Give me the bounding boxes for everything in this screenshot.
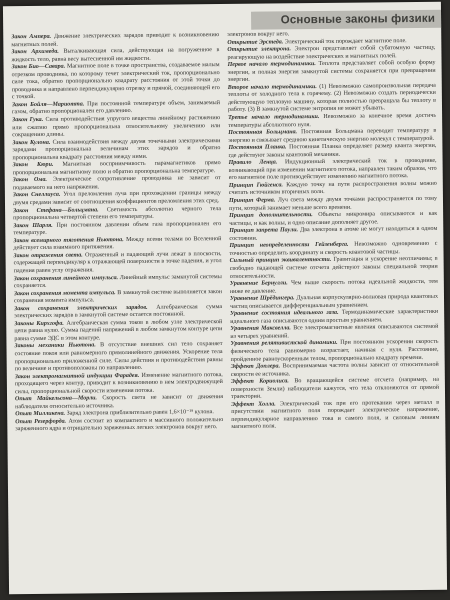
law-term: Закон Стефана—Больцмана. xyxy=(13,206,99,214)
law-text: Термодинамические характеристики идеального газа описываются одним простым уравнением. xyxy=(230,309,439,325)
law-text: Электрон представляет собой субатомную частицу, реагирующую на воздействие электрических и магнитных полей. xyxy=(227,44,436,61)
law-term: Сильный принцип эквивалентности. xyxy=(229,257,332,265)
law-term: Закон электромагнитной индукции Фарадея. xyxy=(14,372,140,380)
law-text: Электрическое сопротивление проводника не зависит от подаваемого на него напряжения. xyxy=(12,175,221,192)
law-text: Отраженный и падающий лучи лежат в плоскости, содержащей перпендикуляр к отражающей поверхности в точке падения, и угол падения равен углу отражения. xyxy=(13,250,222,275)
law-entry xyxy=(228,60,436,85)
law-entry xyxy=(12,62,220,102)
law-term: Третье начало термодинамики. xyxy=(228,114,320,121)
text-columns xyxy=(11,30,441,590)
law-entry xyxy=(15,417,223,434)
law-text: Невозможно одновременно с точностью определить координату и скорость квантовой частицы. xyxy=(229,241,438,257)
law-text: В замкнутой системе выполняется закон сохранения момента импульса. xyxy=(13,288,222,305)
law-term: Закон сохранения момента импульса. xyxy=(13,289,116,297)
law-text: Магнитное поле в точке пространства, создаваемое малым отрезком проводника, по которому течет электрический ток, пропорционально силе тока, обратно пропорционально квадрату расстояния от этой точки до проводника и направлено перпендикулярно отрезку и прямой, соединяющей его с точкой. xyxy=(11,62,220,101)
law-term: Закон всемирного тяготения Ньютона. xyxy=(13,236,124,244)
law-entry xyxy=(14,319,222,344)
law-term: Эффект Холла. xyxy=(231,401,276,408)
law-term: Правило Ленца. xyxy=(228,159,278,167)
law-entry xyxy=(15,372,223,397)
law-entry xyxy=(12,138,220,163)
section-title: Основные законы физики xyxy=(280,12,436,27)
law-text: Невозможно за конечное время достичь температуры абсолютного нуля. xyxy=(228,112,437,129)
law-entry xyxy=(230,256,438,281)
law-term: Опыт Майкельсона—Морли. xyxy=(15,395,98,403)
law-text: При постоянном ускорении скорость физического тела равномерно возрастает, начиная с нуля. Расстояние, пройденное равноускоренным телом, пропорционально квадрату времени. xyxy=(230,339,439,363)
law-term: Опыт Резерфорда. xyxy=(15,418,67,426)
law-term: Постоянная Больцмана. xyxy=(228,129,298,137)
left-column xyxy=(11,32,225,590)
law-term: Закон Архимеда. xyxy=(11,48,59,56)
law-text: Сила взаимодействия между двумя точечными электрическими зарядами пропорциональна величинам этих зарядов и обратно пропорциональна квадрату расстояния между ними. xyxy=(12,137,221,161)
law-text: Между всеми телами во Вселенной действует сила взаимного притяжения. xyxy=(13,235,222,252)
law-term: Принцип дополнительности. xyxy=(229,212,313,220)
law-term: Принцип запрета Паули. xyxy=(229,227,299,235)
law-entry xyxy=(12,115,220,140)
law-text: Светимость абсолютно черного тела пропорциональна четвертой степени его температуры. xyxy=(13,205,222,222)
law-text: Выталкивающая сила, действующая на погруженное в жидкость тело, равна весу вытесненной им жидкости. xyxy=(11,47,220,63)
law-entry xyxy=(228,83,436,115)
law-text: Дуальная корпускулярно-волновая природа квантовых частиц описывается дифференциальным уравнением. xyxy=(230,293,439,310)
law-text: Атом состоит из компактного и массивного положительно заряженного ядра и отрицательно заряженных легких электронов вокруг него. xyxy=(15,416,224,433)
law-term: Закон Гука. xyxy=(12,116,44,124)
law-text: Теплота представляет собой особую форму энергии, и полная энергия замкнутой системы сохраняется при превращении энергии. xyxy=(227,59,436,84)
law-term: Уравнение состояния идеального газа. xyxy=(230,310,339,318)
law-term: Закон Био—Савара. xyxy=(11,63,66,71)
law-text: Алгебраическая сумма токов в любом узле электрической цепи равна нулю. Сумма падений напряжений в любом замкнутом контуре цепи равна сумме ЭДС в этом контуре. xyxy=(14,318,223,343)
law-term: Опыт Милликена. xyxy=(15,411,66,418)
law-entry xyxy=(231,377,439,402)
law-term: Закон сохранения электрических зарядов. xyxy=(14,304,148,312)
law-text: Алгебраическая сумма электрических зарядов в замкнутой системе остается постоянной. xyxy=(14,303,223,320)
law-text: Два электрона в атоме не могут находиться в одном состоянии. xyxy=(229,225,438,242)
law-term: Закон Кюри. xyxy=(12,162,54,169)
law-text: Заряд электрона приблизительно равен 1,6×10⁻¹⁹ кулона. xyxy=(66,409,214,418)
law-entry xyxy=(231,400,439,432)
law-text: Луч света между двумя точками распространяется по тому пути, который занимает меньше всего времени. xyxy=(229,195,438,212)
law-text: В отсутствие внешних сил тело сохраняет состояние покоя или равномерного прямолинейного движения. Ускорение тела пропорционально приложенной силе. Силы действия и противодействия равны по величине и противоположны по направлению. xyxy=(14,341,223,373)
law-text: Гравитация и ускорение неотличимы; в свободно падающей системе отсчета действуют законы специальной теории относительности. xyxy=(229,256,438,280)
law-text: Магнитная восприимчивость парамагнетиков прямо пропорциональна магнитному полю и обратно пропорциональна температуре. xyxy=(12,160,221,177)
law-term: Закон Ома. xyxy=(12,177,48,184)
law-term: Закон Кулона. xyxy=(12,139,51,146)
law-term: Закон Снеллиуса. xyxy=(12,192,61,199)
law-term: Постоянная Планка. xyxy=(228,144,287,152)
law-text: Во вращающейся системе отсчета (например, на поверхности Земли) наблюдатели кажутся, что тела отклоняются от прямой траектории. xyxy=(230,376,439,401)
law-term: Закон отражения света. xyxy=(13,252,83,260)
law-text: Угол преломления луча при прохождении границы между двумя средами зависит от соотношения коэффициентов преломления этих сред. xyxy=(12,190,221,207)
law-text: Линейный импульс замкнутой системы сохраняется. xyxy=(13,273,222,290)
law-text: Постоянная Планка определяет размер кванта энергии, где действуют законы квантовой механики. xyxy=(228,142,437,159)
law-term: Закон Шарля. xyxy=(13,222,53,229)
law-entry xyxy=(230,339,438,364)
law-text: Движение электрических зарядов приводит к возникновению магнитных полей. xyxy=(11,32,220,48)
law-entry xyxy=(14,251,222,276)
law-text: Объекты микромира описываются и как частицы, и как волны, и одно описание дополняет другое. xyxy=(229,210,438,227)
law-term: Эффект Доплера. xyxy=(230,363,281,371)
law-text: При постоянном давлении объем газа пропорционален его температуре. xyxy=(13,220,222,237)
law-text: Чем выше скорость потока идеальной жидкости, тем ниже ее давление. xyxy=(229,278,438,295)
law-text: При постоянной температуре объем, занимаемый газом, обратно пропорционален его давлению. xyxy=(12,99,220,116)
law-term: Закон Ампера. xyxy=(11,33,52,41)
document-page xyxy=(3,2,447,595)
law-term: Уравнения Максвелла. xyxy=(230,325,291,333)
law-term: Уравнения релятивистской динамики. xyxy=(230,340,338,348)
law-text: Каждую точку на пути распространения волны можно считать источником вторичных волн. xyxy=(228,180,437,197)
law-text: Постоянная Больцмана переводит температуру в энергию и связывает среднюю кинетическую энергию молекул с температурой. xyxy=(228,127,437,144)
law-text: Электрический ток при его протекании через металл в присутствии магнитного поля порождает электрическое напряжение, перпендикулярное направлению тока и самого поля, и силовым линиям магнитного поля. xyxy=(231,399,440,431)
law-term: Принцип Гюйгенса. xyxy=(228,182,284,189)
law-entry xyxy=(14,341,222,373)
section-header xyxy=(251,10,441,30)
law-entry xyxy=(229,158,437,183)
law-text: электронов вокруг него. xyxy=(227,31,290,38)
law-text: Скорость света не зависит от движения наблюдателя относительно источника. xyxy=(15,394,224,411)
law-text: Все электромагнитные явления описываются системой из четырех уравнений. xyxy=(230,324,439,340)
law-term: Уравнение Бернулли. xyxy=(229,280,288,287)
law-term: Открытие Эрстеда. xyxy=(227,38,284,46)
law-text: Изменение магнитного потока, проходящего через контур, приводит к возникновению в нем электродвижущей силы, пропорциональной скорости изменения потока. xyxy=(14,371,223,395)
law-text: Сила противодействия упругого вещества линейному растяжению или сжатию прямо пропорциональна относительному увеличению или сокращению длины. xyxy=(12,115,221,139)
law-term: Закон сохранения линейного импульса. xyxy=(13,274,119,282)
law-text: Воспринимаемая частота волны зависит от относительной скорости ее источника. xyxy=(230,361,439,378)
law-term: Эффект Кориолиса. xyxy=(230,378,289,386)
law-term: Закон Бойля—Мариотта. xyxy=(11,101,85,109)
law-text: Электрический ток порождает магнитное поле. xyxy=(284,37,407,45)
law-term: Уравнение Шрёдингера. xyxy=(229,295,295,303)
right-column xyxy=(227,30,441,588)
law-text: Индукционный электрический ток в проводнике, возникающий при изменении магнитного потока, направлен таким образом, что его магнитное поле противодействует изменению магнитного потока. xyxy=(228,158,437,182)
law-term: Законы Кирхгофа. xyxy=(14,320,64,327)
law-text: (1) Невозможно самопроизвольная передача теплоты от холодного тела к горячему. (2) Невозможно создать периодически действующую тепловую машину, которая полностью превращала бы теплоту в работу. (3) В замкнутой системе энтропия не может убывать. xyxy=(227,82,436,114)
law-term: Второе начало термодинамики. xyxy=(227,83,317,91)
law-term: Принцип Ферма. xyxy=(228,197,276,204)
law-term: Первое начало термодинамики. xyxy=(227,61,316,69)
law-term: Принцип неопределенности Гейзенберга. xyxy=(229,242,349,250)
law-term: Законы механики Ньютона. xyxy=(14,342,96,350)
law-term: Открытие электрона. xyxy=(227,46,291,54)
